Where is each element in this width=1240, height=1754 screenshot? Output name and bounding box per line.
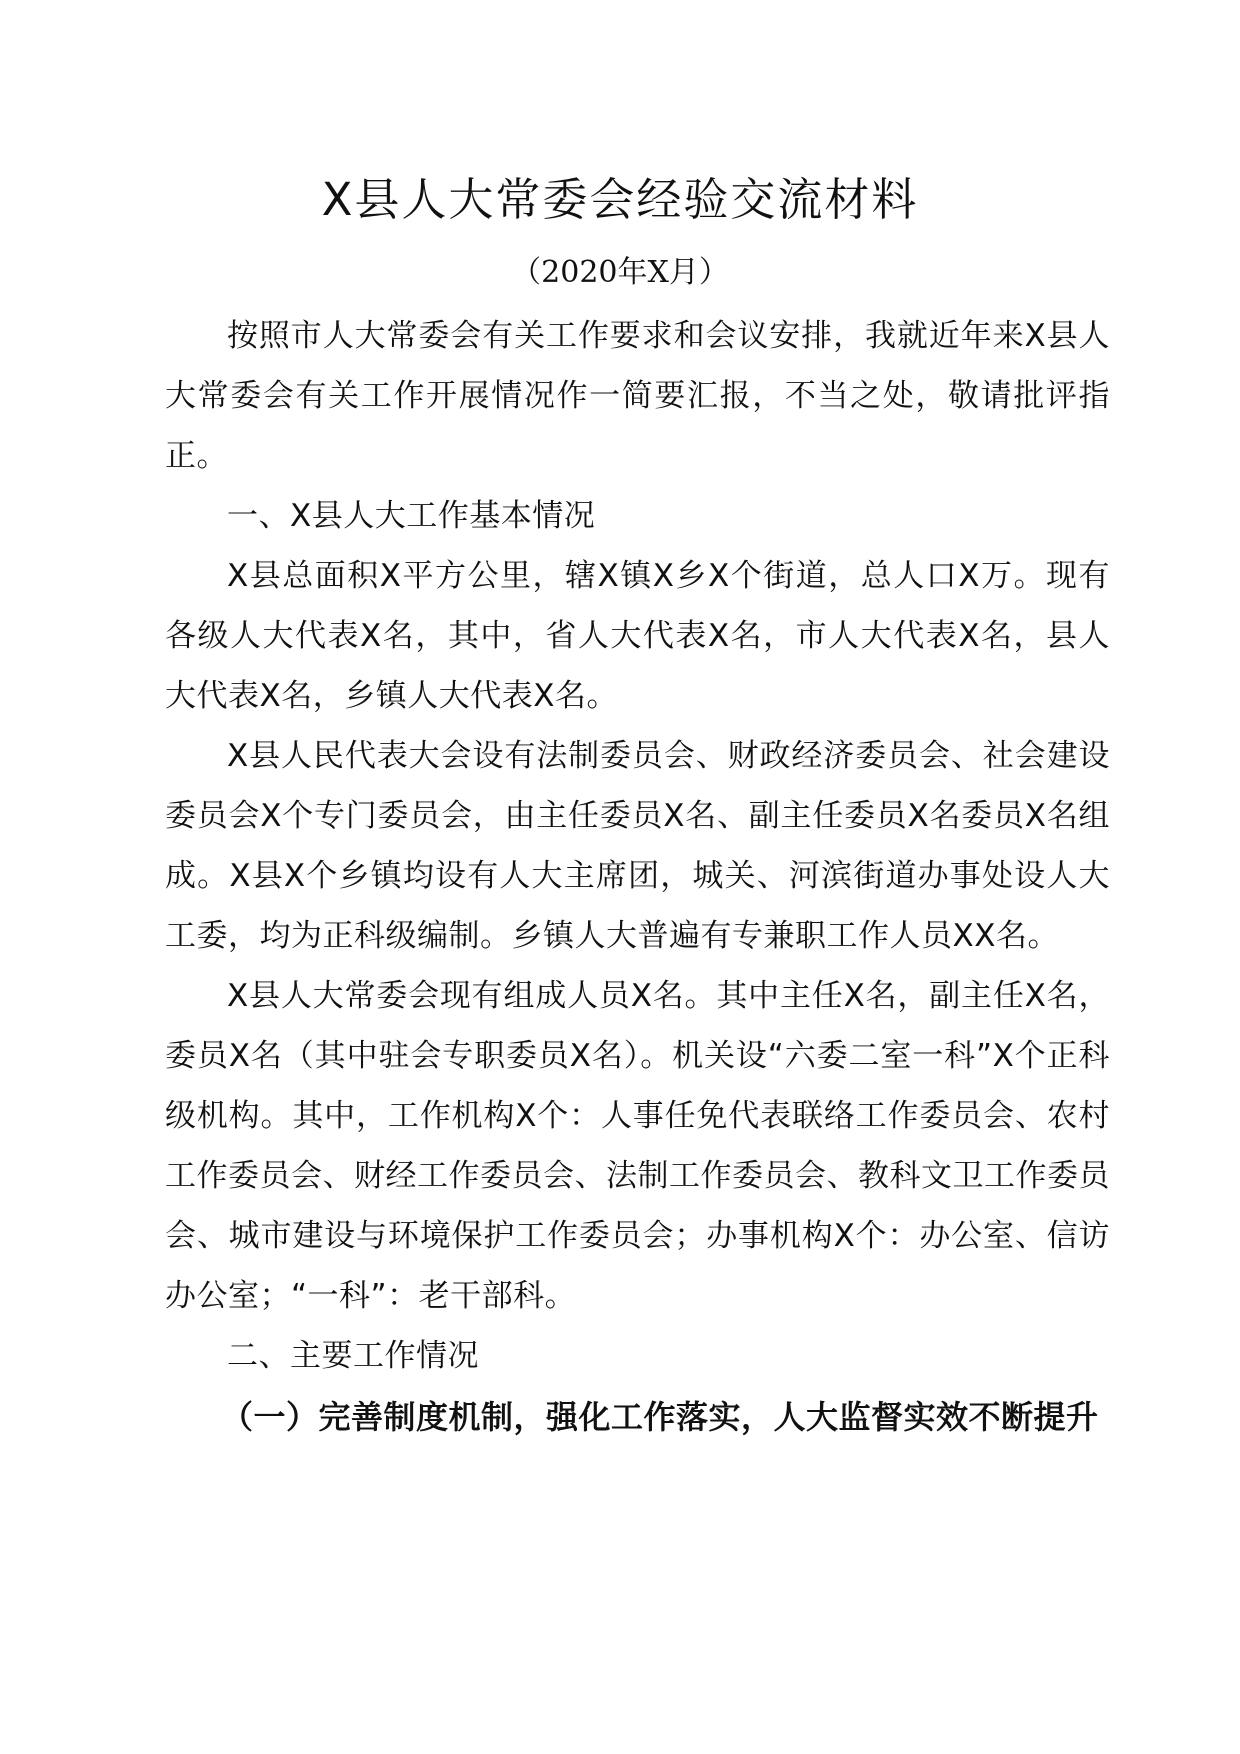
document-title: X县人大常委会经验交流材料 <box>321 173 919 226</box>
body-paragraph: X县人民代表大会设有法制委员会、财政经济委员会、社会建设委员会X个专门委员会，由主任委员X名、副主任委员X名委员X名组成。X县X个乡镇均设有人大主席团，城关、河滨街道办事处设人大工委，均为正科级编制。乡镇人大普遍有专兼职工作人员XX名。 <box>165 738 1110 954</box>
section-heading-1: 一、X县人大工作基本情况 <box>227 498 596 534</box>
section-heading-2: 二、主要工作情况 <box>227 1338 479 1374</box>
document-date: （2020年X月） <box>511 255 729 290</box>
body-paragraph: X县总面积X平方公里，辖X镇X乡X个街道，总人口X万。现有各级人大代表X名，其中，省人大代表X名，市人大代表X名，县人大代表X名，乡镇人大代表X名。 <box>165 558 1110 714</box>
intro-paragraph: 按照市人大常委会有关工作要求和会议安排，我就近年来X县人大常委会有关工作开展情况作一简要汇报，不当之处，敬请批评指正。 <box>165 318 1110 474</box>
subsection-heading-1: （一）完善制度机制，强化工作落实，人大监督实效不断提升 <box>221 1398 1099 1436</box>
document-body <box>165 306 1110 1448</box>
body-paragraph: X县人大常委会现有组成人员X名。其中主任X名，副主任X名，委员X名（其中驻会专职委员X名）。机关设“六委二室一科”X个正科级机构。其中，工作机构X个：人事任免代表联络工作委员会、农村工作委员会、财经工作委员会、法制工作委员会、教科文卫工作委员会、城市建设与环境保护工作委员会；办事机构X个：办公室、信访办公室；“一科”：老干部科。 <box>165 978 1110 1314</box>
